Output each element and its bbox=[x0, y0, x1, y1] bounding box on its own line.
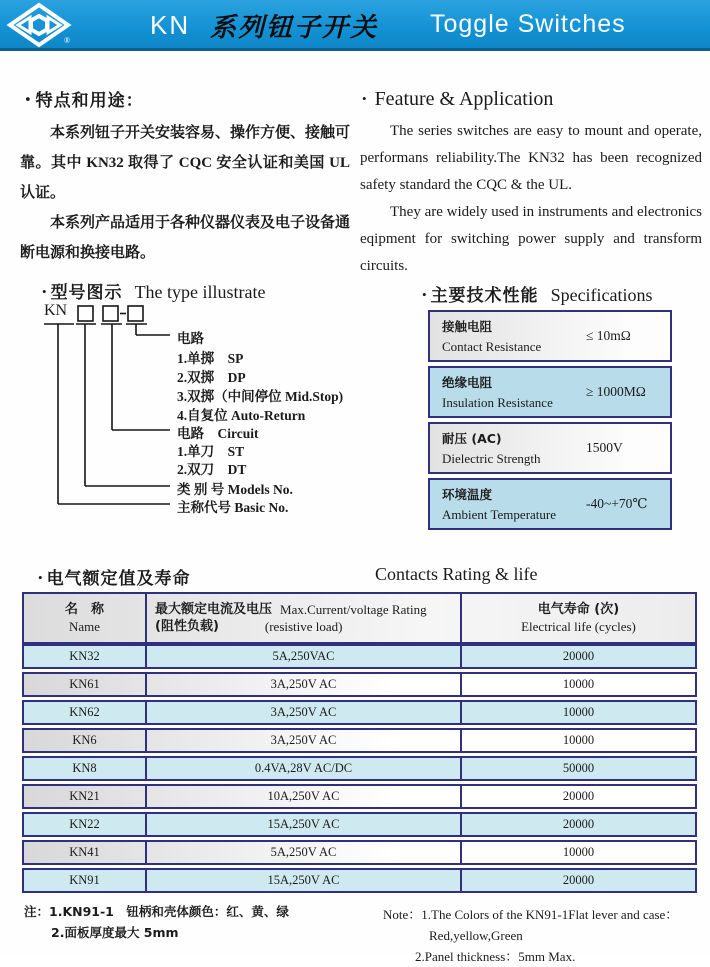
diagram-basic-no-label: 主称代号 Basic No. bbox=[177, 500, 289, 515]
spec-value: 1500V bbox=[586, 440, 623, 455]
cell-electrical-life: 20000 bbox=[460, 646, 695, 667]
features-en-paragraph-1: The series switches are easy to mount and operate, performans reliability.The KN32 has been recognized safety standard the CQC & the UL. bbox=[360, 123, 702, 193]
ratings-title-zh: • 电气额定值及寿命 bbox=[38, 569, 191, 589]
diagram-circuit-item-2: 2.双刀 DT bbox=[177, 462, 247, 477]
diagram-models-no-label: 类 别 号 Models No. bbox=[177, 482, 293, 497]
header-model: KN bbox=[150, 10, 191, 40]
cell-electrical-life: 10000 bbox=[460, 702, 695, 723]
bullet-icon: • bbox=[422, 287, 427, 302]
table-row bbox=[22, 700, 697, 725]
table-row bbox=[22, 644, 697, 669]
cell-model-name: KN62 bbox=[69, 705, 100, 719]
cell-model-name: KN61 bbox=[69, 677, 100, 691]
bullet-icon: • bbox=[38, 570, 43, 585]
brand-logo-icon bbox=[8, 3, 74, 47]
note-en-line-3: 2.Panel thickness：5mm Max. bbox=[415, 949, 576, 964]
type-illustrate-title: • 型号图示 The type illustrate bbox=[42, 282, 266, 303]
cell-model-name: KN6 bbox=[72, 733, 97, 747]
note-zh bbox=[24, 901, 364, 943]
table-row bbox=[22, 728, 697, 753]
cell-electrical-life: 50000 bbox=[460, 758, 695, 779]
spec-value: -40~+70℃ bbox=[586, 496, 648, 511]
diagram-circuit-item-1: 1.单刀 ST bbox=[177, 444, 245, 459]
spec-label-en: Contact Resistance bbox=[442, 339, 542, 354]
diagram-throw-title: 电路 bbox=[177, 331, 204, 346]
cell-model-name: KN91 bbox=[69, 873, 100, 887]
column-header-rating: 最大额定电流及电压 Max.Current/voltage Rating (阻性负载) (resistive load) bbox=[145, 594, 460, 642]
cell-rating: 3A,250V AC bbox=[145, 730, 460, 751]
diagram-throw-item-4: 4.自复位 Auto-Return bbox=[177, 408, 306, 423]
spec-label-en: Insulation Resistance bbox=[442, 395, 553, 410]
cell-model-name: KN8 bbox=[72, 761, 97, 775]
cell-rating: 10A,250V AC bbox=[145, 786, 460, 807]
cell-electrical-life: 20000 bbox=[460, 870, 695, 891]
column-header-life: 电气寿命 (次) Electrical life (cycles) bbox=[460, 594, 695, 642]
header-english-title: Toggle Switches bbox=[430, 10, 626, 38]
cell-rating: 5A,250V AC bbox=[145, 842, 460, 863]
features-en-title: • Feature & Application bbox=[362, 88, 554, 110]
header-series-title: 系列钮子开关 bbox=[210, 13, 379, 43]
diagram-circuit-title: 电路 Circuit bbox=[177, 426, 259, 441]
note-en bbox=[383, 904, 703, 967]
spec-label-zh: 绝缘电阻 bbox=[442, 375, 493, 390]
note-zh-line-2: 2.面板厚度最大 5mm bbox=[51, 925, 179, 940]
features-en-paragraph-2: They are widely used in instruments and electronics eqipment for switching power supply and transform circuits. bbox=[360, 204, 702, 274]
bullet-icon: • bbox=[362, 91, 367, 106]
features-zh-paragraph-2: 本系列产品适用于各种仪器仪表及电子设备通断电源和换接电路。 bbox=[20, 215, 351, 261]
spec-row bbox=[428, 310, 672, 362]
type-illustrate-diagram bbox=[40, 300, 420, 528]
bullet-icon: • bbox=[42, 284, 47, 299]
table-row bbox=[22, 756, 697, 781]
features-en-body bbox=[360, 118, 702, 280]
spec-label-en: Ambient Temperature bbox=[442, 507, 557, 522]
cell-rating: 0.4VA,28V AC/DC bbox=[145, 758, 460, 779]
cell-rating: 5A,250VAC bbox=[145, 646, 460, 667]
features-zh-paragraph-1: 本系列钮子开关安装容易、操作方便、接触可靠。其中 KN32 取得了 CQC 安全认证和美国 UL 认证。 bbox=[20, 125, 351, 201]
diagram-throw-item-3: 3.双掷（中间停位 Mid.Stop) bbox=[177, 389, 344, 404]
cell-model-name: KN21 bbox=[69, 789, 100, 803]
cell-model-name: KN22 bbox=[69, 817, 100, 831]
spec-row bbox=[428, 366, 672, 418]
cell-electrical-life: 10000 bbox=[460, 674, 695, 695]
spec-label-zh: 耐压 (AC) bbox=[442, 431, 502, 446]
ratings-table bbox=[22, 592, 697, 893]
cell-model-name: KN32 bbox=[69, 649, 100, 663]
spec-value: ≤ 10mΩ bbox=[586, 328, 631, 343]
cell-rating: 15A,250V AC bbox=[145, 814, 460, 835]
cell-rating: 3A,250V AC bbox=[145, 702, 460, 723]
table-row bbox=[22, 812, 697, 837]
ratings-title-en: Contacts Rating & life bbox=[375, 564, 538, 584]
note-en-line-2: Red,yellow,Green bbox=[429, 928, 523, 943]
spec-value: ≥ 1000MΩ bbox=[586, 384, 646, 399]
note-zh-line-1: 注：1.KN91-1 钮柄和壳体颜色：红、黄、绿 bbox=[24, 904, 289, 919]
table-row bbox=[22, 784, 697, 809]
table-row bbox=[22, 840, 697, 865]
column-header-name: 名 称 Name bbox=[64, 602, 104, 634]
table-row bbox=[22, 672, 697, 697]
features-zh-body bbox=[20, 118, 350, 268]
cell-model-name: KN41 bbox=[69, 845, 100, 859]
ratings-body bbox=[22, 644, 697, 893]
ratings-header-row bbox=[22, 592, 697, 644]
diagram-throw-item-2: 2.双掷 DP bbox=[177, 370, 246, 385]
diagram-base-label: KN bbox=[44, 302, 68, 319]
cell-electrical-life: 20000 bbox=[460, 786, 695, 807]
spec-row bbox=[428, 478, 672, 530]
spec-label-zh: 环境温度 bbox=[442, 487, 493, 502]
registered-mark: ® bbox=[64, 36, 71, 45]
features-zh-title: • 特点和用途： bbox=[24, 91, 144, 111]
cell-rating: 15A,250V AC bbox=[145, 870, 460, 891]
spec-label-zh: 接触电阻 bbox=[442, 319, 493, 334]
cell-electrical-life: 10000 bbox=[460, 730, 695, 751]
cell-electrical-life: 10000 bbox=[460, 842, 695, 863]
cell-rating: 3A,250V AC bbox=[145, 674, 460, 695]
note-en-line-1: Note：1.The Colors of the KN91-1Flat lever and case： bbox=[383, 907, 679, 922]
spec-table bbox=[428, 310, 672, 534]
cell-electrical-life: 20000 bbox=[460, 814, 695, 835]
spec-row bbox=[428, 422, 672, 474]
page-header bbox=[0, 0, 710, 51]
specifications-title: • 主要技术性能 Specifications bbox=[422, 285, 653, 306]
table-row bbox=[22, 868, 697, 893]
spec-label-en: Dielectric Strength bbox=[442, 451, 541, 466]
diagram-throw-item-1: 1.单掷 SP bbox=[177, 351, 244, 366]
bullet-icon: • bbox=[24, 93, 32, 108]
